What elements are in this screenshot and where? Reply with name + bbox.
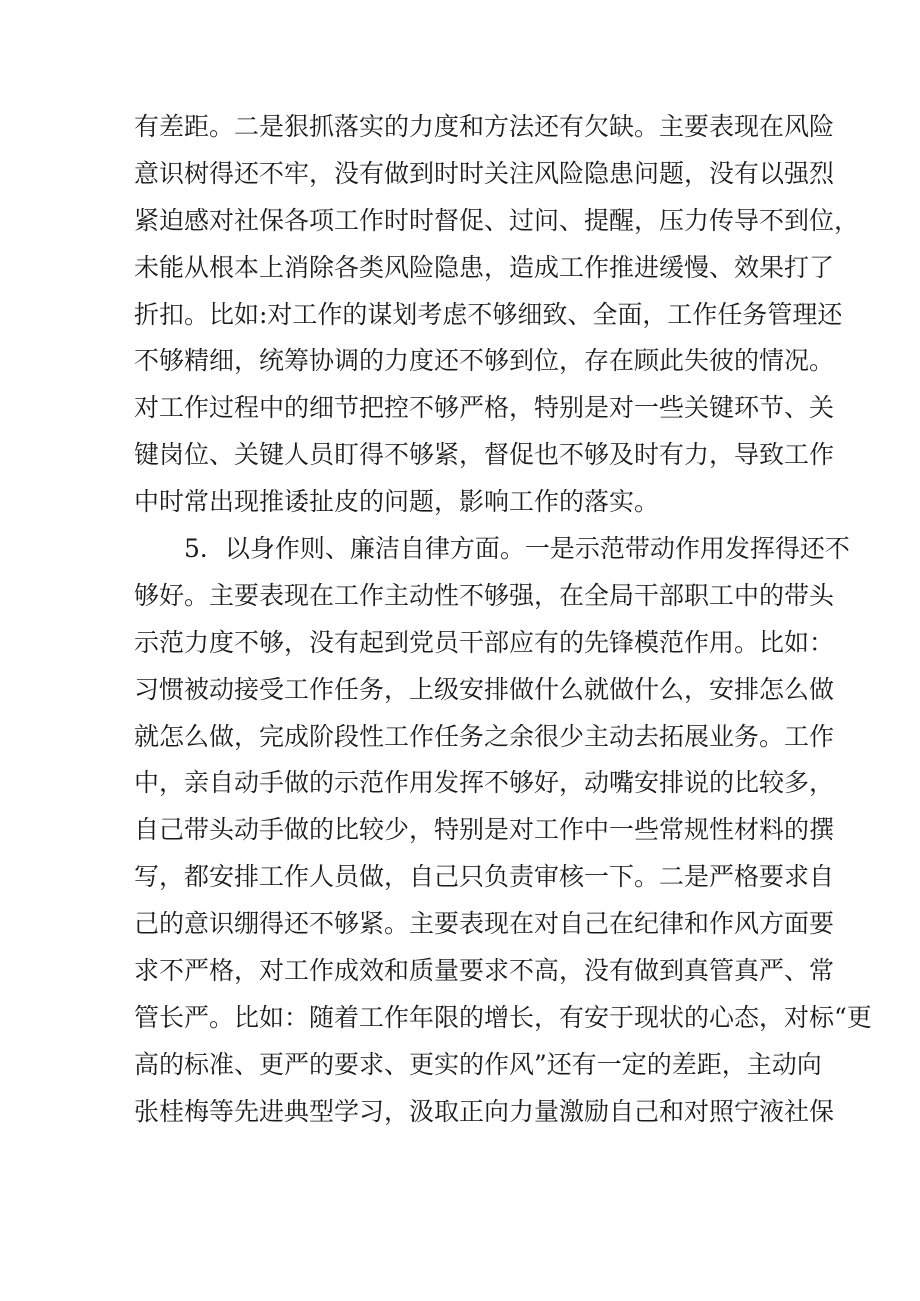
text-line: 习惯被动接受工作任务，上级安排做什么就做什么，安排怎么做	[134, 674, 835, 704]
text-line: 中时常出现推诿扯皮的问题，影响工作的落实。	[134, 487, 660, 517]
section-heading-line: 5．以身作则、廉洁自律方面。一是示范带动作用发挥得还不	[184, 534, 850, 564]
text-line: 意识树得还不牢，没有做到时时关注风险隐患问题，没有以强烈	[134, 158, 835, 188]
text-line: 对工作过程中的细节把控不够严格，特别是对一些关键环节、关	[134, 393, 835, 423]
document-body	[134, 104, 872, 1136]
text-line: 够好。主要表现在工作主动性不够强，在全局干部职工中的带头	[134, 580, 835, 610]
text-line: 自己带头动手做的比较少，特别是对工作中一些常规性材料的撰	[134, 815, 835, 845]
text-line: 己的意识绷得还不够紧。主要表现在对自己在纪律和作风方面要	[134, 909, 835, 939]
text-line: 紧迫感对社保各项工作时时督促、过问、提醒，压力传导不到位，	[134, 205, 860, 235]
text-line: 高的标准、更严的要求、更实的作风”还有一定的差距，主动向	[134, 1049, 822, 1079]
text-line: 不够精细，统筹协调的力度还不够到位，存在顾此失彼的情况。	[134, 346, 835, 376]
text-line: 求不严格，对工作成效和质量要求不高，没有做到真管真严、常	[134, 956, 835, 986]
text-line: 折扣。比如:对工作的谋划考虑不够细致、全面，工作任务管理还	[134, 299, 843, 329]
text-line: 张桂梅等先进典型学习，汲取正向力量激励自己和对照宁液社保	[134, 1096, 835, 1126]
text-line: 就怎么做，完成阶段性工作任务之余很少主动去拓展业务。工作	[134, 721, 835, 751]
text-line: 中，亲自动手做的示范作用发挥不够好，动嘴安排说的比较多，	[134, 768, 835, 798]
text-line: 键岗位、关键人员盯得不够紧，督促也不够及时有力，导致工作	[134, 440, 835, 470]
text-line: 写，都安排工作人员做，自己只负责审核一下。二是严格要求自	[134, 862, 835, 892]
text-line: 有差距。二是狠抓落实的力度和方法还有欠缺。主要表现在风险	[134, 112, 835, 141]
text-line: 示范力度不够，没有起到党员干部应有的先锋模范作用。比如：	[134, 627, 835, 657]
text-line: 未能从根本上消除各类风险隐患，造成工作推进缓慢、效果打了	[134, 252, 835, 282]
text-line: 管长严。比如：随着工作年限的增长，有安于现状的心态，对标“更	[134, 1002, 872, 1032]
